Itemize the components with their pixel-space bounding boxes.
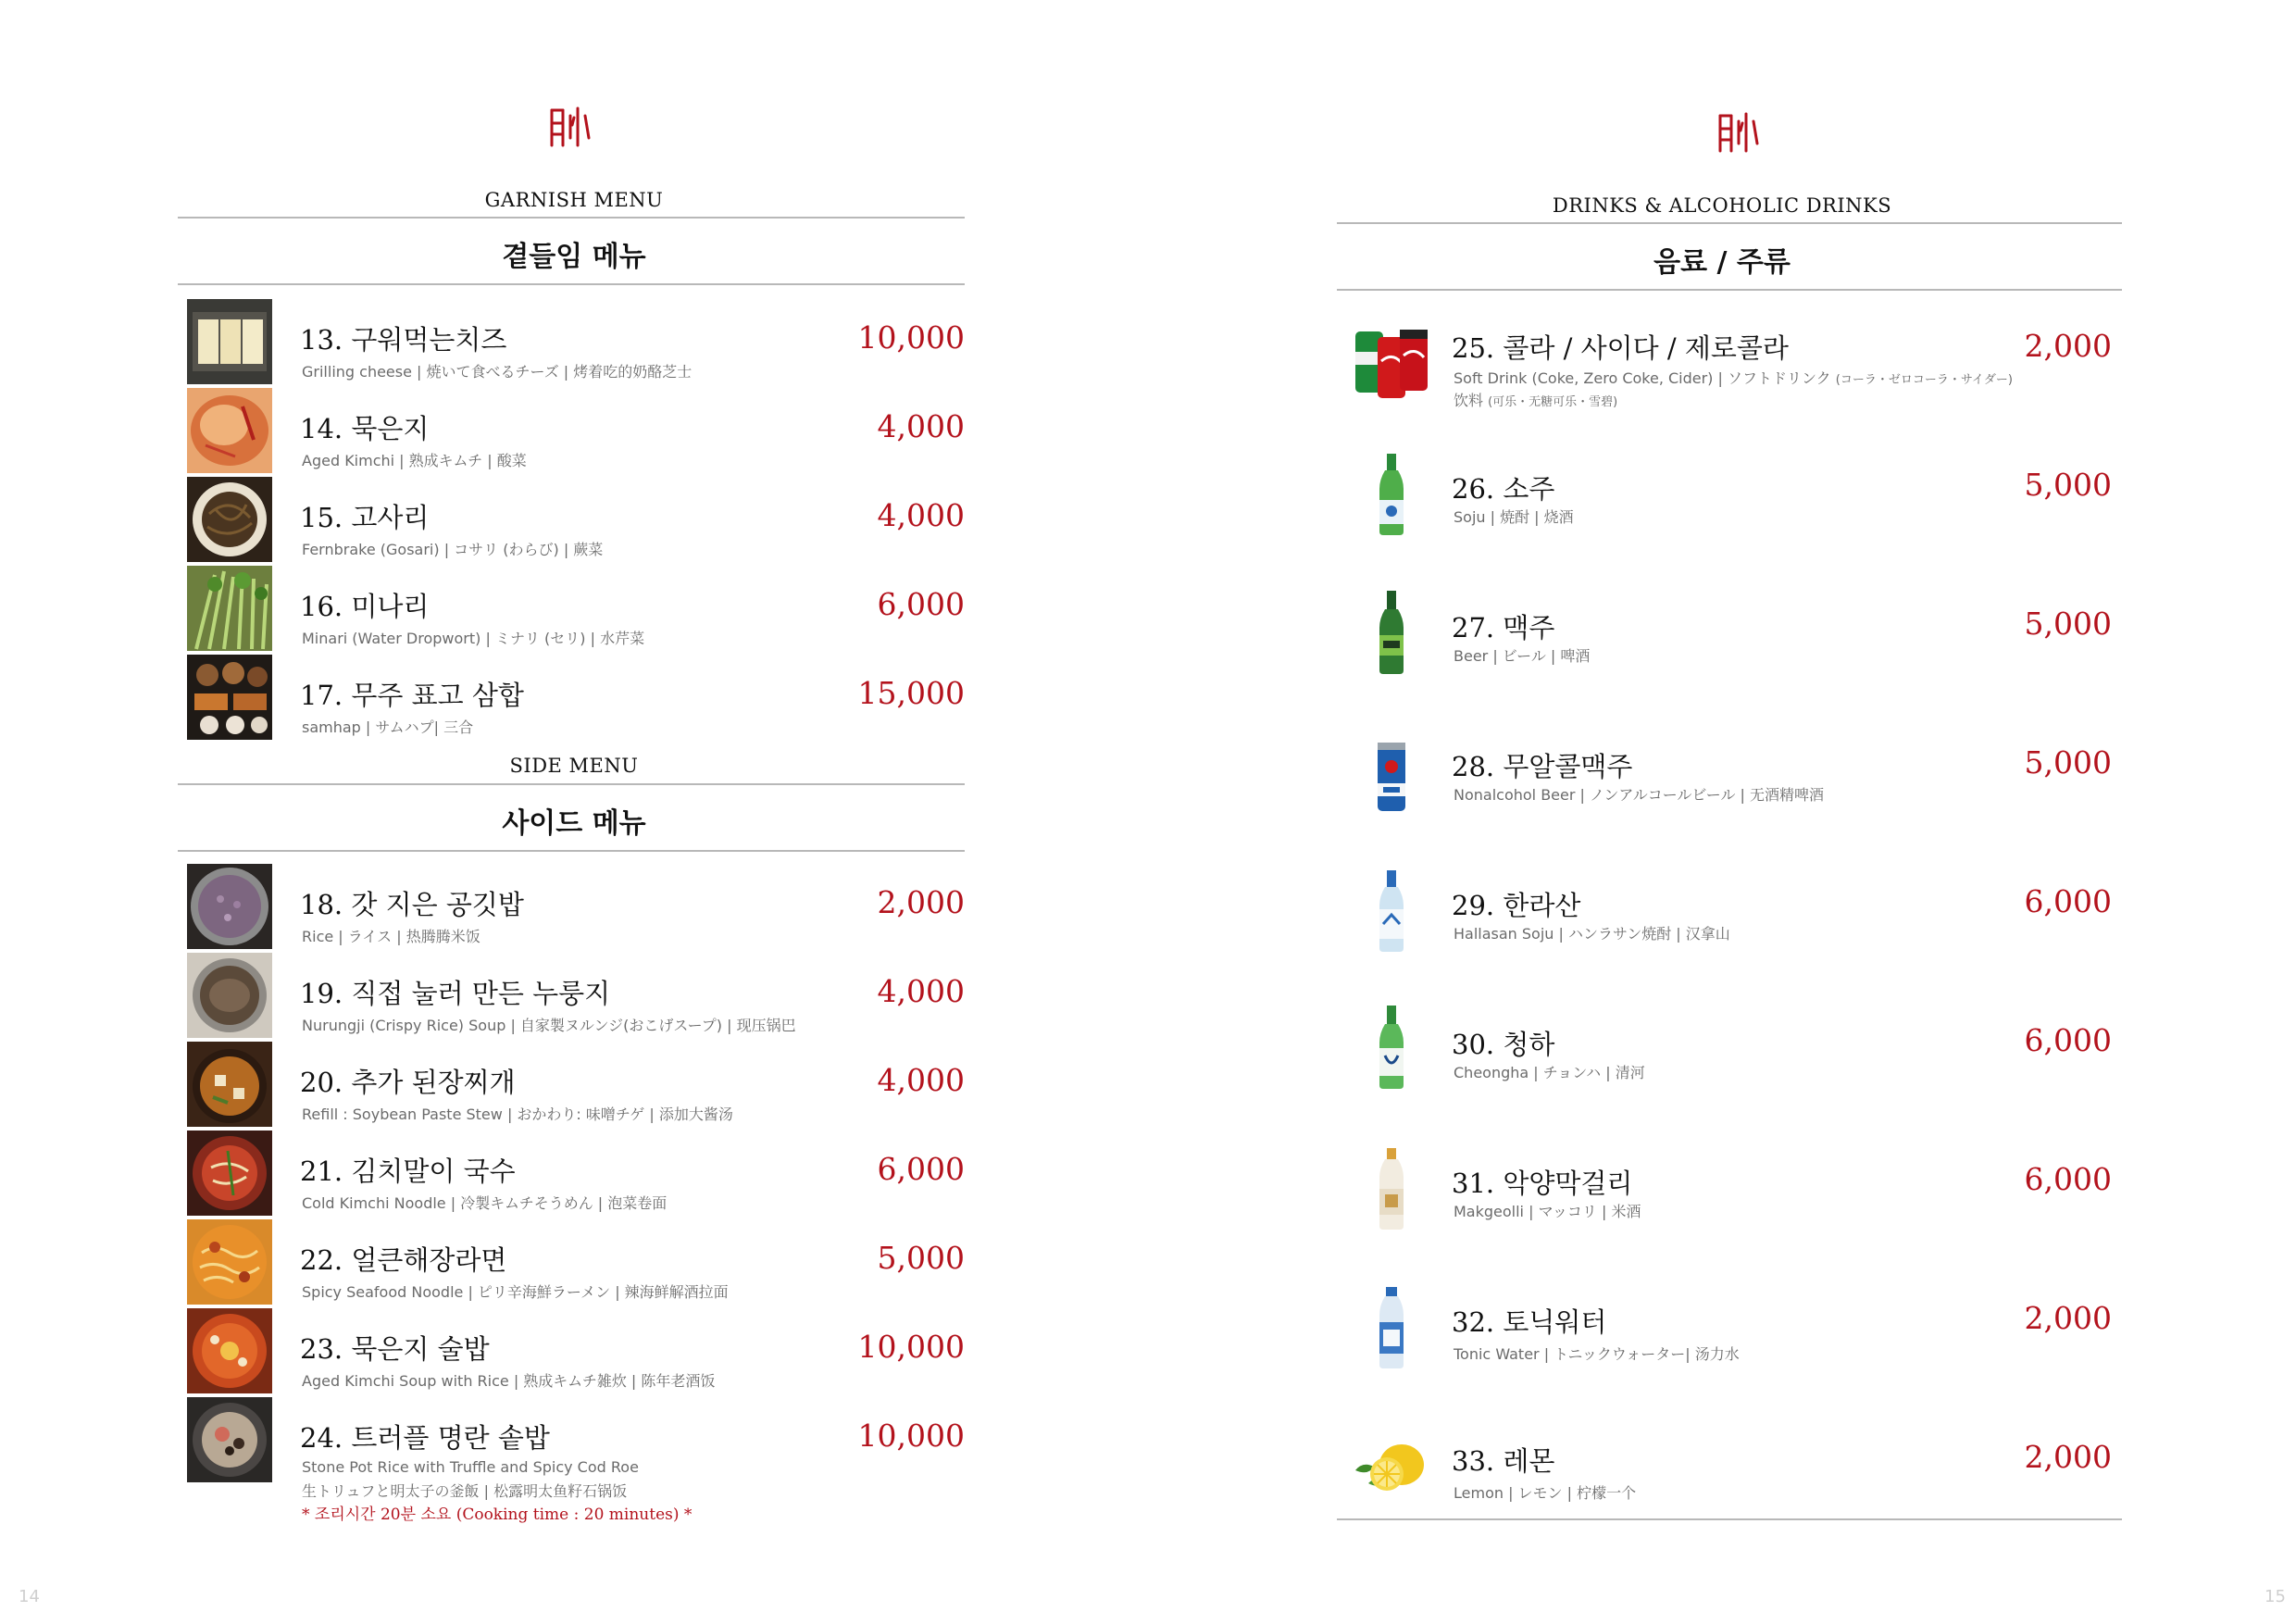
side-menu-title-en: SIDE MENU bbox=[509, 755, 639, 777]
drink-item bbox=[1350, 1007, 2112, 1096]
item-price: 4,000 bbox=[877, 497, 965, 533]
item-name: 30. 청하 bbox=[1452, 1029, 1555, 1060]
divider bbox=[178, 283, 965, 285]
item-name: 21. 김치말이 국수 bbox=[300, 1156, 516, 1187]
menu-item bbox=[187, 655, 965, 743]
item-description: Minari (Water Dropwort) | ミナリ (セリ) | 水芹菜 bbox=[302, 630, 645, 647]
truffle-pot-rice-photo bbox=[187, 1397, 272, 1482]
item-name: 16. 미나리 bbox=[300, 591, 430, 622]
item-description: Soju | 焼酎 | 烧酒 bbox=[1454, 508, 1574, 526]
item-description: Beer | ビール | 啤酒 bbox=[1454, 647, 1591, 665]
seafood-ramen-photo bbox=[187, 1219, 272, 1305]
item-name: 22. 얼큰해장라면 bbox=[300, 1244, 507, 1276]
side-menu-title-ko: 사이드 메뉴 bbox=[502, 807, 646, 840]
item-price: 15,000 bbox=[857, 675, 965, 711]
item-name: 33. 레몬 bbox=[1452, 1445, 1555, 1477]
drink-item bbox=[1350, 452, 2112, 541]
drink-item bbox=[1350, 1424, 2112, 1513]
kimchi-soup-rice-photo bbox=[187, 1308, 272, 1393]
item-name: 32. 토닉워터 bbox=[1452, 1306, 1607, 1338]
item-description: Aged Kimchi Soup with Rice | 熟成キムチ雑炊 | 陈年老酒饭 bbox=[302, 1372, 716, 1390]
beer-bottle-icon bbox=[1359, 591, 1424, 676]
item-description-line-2: 饮料 (可乐・无糖可乐・雪碧) bbox=[1454, 392, 1618, 409]
drink-item bbox=[1350, 1146, 2112, 1235]
menu-item bbox=[187, 388, 965, 477]
item-price: 4,000 bbox=[877, 1062, 965, 1098]
doenjang-stew-photo bbox=[187, 1042, 272, 1127]
menu-item bbox=[187, 477, 965, 566]
item-price: 6,000 bbox=[2024, 883, 2112, 919]
item-description: Lemon | レモン | 柠檬一个 bbox=[1454, 1484, 1637, 1502]
minari-photo bbox=[187, 566, 272, 651]
menu-item bbox=[187, 566, 965, 655]
item-description: Makgeolli | マッコリ | 米酒 bbox=[1454, 1203, 1641, 1220]
menu-item bbox=[187, 1397, 965, 1527]
soju-bottle-icon bbox=[1359, 452, 1424, 537]
aged-kimchi-photo bbox=[187, 388, 272, 473]
item-description: Soft Drink (Coke, Zero Coke, Cider) | ソフトドリンク (コーラ・ゼロコーラ・サイダー) bbox=[1454, 369, 2013, 387]
item-name: 17. 무주 표고 삼합 bbox=[300, 680, 524, 711]
item-price: 5,000 bbox=[2024, 467, 2112, 503]
item-price: 6,000 bbox=[877, 1151, 965, 1187]
cheongha-bottle-icon bbox=[1359, 1006, 1424, 1091]
item-price: 2,000 bbox=[2024, 1439, 2112, 1475]
item-name: 27. 맥주 bbox=[1452, 612, 1555, 643]
item-price: 5,000 bbox=[877, 1240, 965, 1276]
hallasan-bottle-icon bbox=[1359, 868, 1424, 954]
item-description: Refill : Soybean Paste Stew | おかわり: 味噌チゲ | 添加大酱汤 bbox=[302, 1106, 733, 1123]
item-description: Aged Kimchi | 熟成キムチ | 酸菜 bbox=[302, 452, 527, 469]
drink-item bbox=[1350, 591, 2112, 680]
item-description: Rice | ライス | 热腾腾米饭 bbox=[302, 928, 480, 945]
menu-item bbox=[187, 953, 965, 1042]
drinks-title-ko: 음료 / 주류 bbox=[1653, 246, 1791, 279]
item-price: 5,000 bbox=[2024, 744, 2112, 781]
samhap-photo bbox=[187, 655, 272, 740]
item-price: 10,000 bbox=[857, 319, 965, 356]
nurungji-photo bbox=[187, 953, 272, 1038]
drink-item bbox=[1350, 1285, 2112, 1374]
item-description: Stone Pot Rice with Truffle and Spicy Cod Roe bbox=[302, 1458, 639, 1476]
gosari-photo bbox=[187, 477, 272, 562]
item-name: 20. 추가 된장찌개 bbox=[300, 1067, 516, 1098]
item-description: Nonalcohol Beer | ノンアルコールビール | 无酒精啤酒 bbox=[1454, 786, 1825, 804]
item-description-line-2: 生トリュフと明太子の釜飯 | 松露明太鱼籽石锅饭 bbox=[302, 1482, 628, 1500]
menu-item bbox=[187, 1042, 965, 1131]
menu-item bbox=[187, 864, 965, 953]
item-description: Cold Kimchi Noodle | 冷製キムチそうめん | 泡菜卷面 bbox=[302, 1194, 668, 1212]
garnish-menu-title-en: GARNISH MENU bbox=[484, 189, 664, 211]
item-description: Spicy Seafood Noodle | ピリ辛海鮮ラーメン | 辣海鲜解酒拉面 bbox=[302, 1283, 729, 1301]
item-description: Hallasan Soju | ハンラサン焼酎 | 汉拿山 bbox=[1454, 925, 1730, 943]
page-number: 15 bbox=[2265, 1587, 2286, 1606]
item-name: 29. 한라산 bbox=[1452, 890, 1581, 921]
item-name: 19. 직접 눌러 만든 누룽지 bbox=[300, 978, 611, 1009]
item-name: 14. 묵은지 bbox=[300, 413, 430, 444]
soda-cans-icon bbox=[1350, 324, 1435, 409]
lemon-icon bbox=[1350, 1433, 1428, 1498]
tonic-bottle-icon bbox=[1359, 1285, 1424, 1370]
item-name: 28. 무알콜맥주 bbox=[1452, 751, 1633, 782]
item-price: 6,000 bbox=[2024, 1022, 2112, 1058]
item-description: Grilling cheese | 焼いて食べるチーズ | 烤着吃的奶酪芝士 bbox=[302, 363, 693, 381]
item-price: 6,000 bbox=[877, 586, 965, 622]
item-price: 10,000 bbox=[857, 1329, 965, 1365]
divider bbox=[1337, 289, 2122, 291]
item-description: Cheongha | チョンハ | 清河 bbox=[1454, 1064, 1645, 1081]
drink-item bbox=[1350, 730, 2112, 818]
divider bbox=[178, 850, 965, 852]
rice-bowl-photo bbox=[187, 864, 272, 949]
item-price: 4,000 bbox=[877, 973, 965, 1009]
right-page bbox=[1148, 0, 2296, 1624]
item-description: Tonic Water | トニックウォーター| 汤力水 bbox=[1454, 1345, 1740, 1363]
item-name: 31. 악양막걸리 bbox=[1452, 1168, 1633, 1199]
divider bbox=[178, 783, 965, 785]
makgeolli-bottle-icon bbox=[1359, 1146, 1424, 1231]
menu-item bbox=[187, 299, 965, 388]
menu-item bbox=[187, 1308, 965, 1397]
item-price: 2,000 bbox=[2024, 328, 2112, 364]
divider bbox=[1337, 1518, 2122, 1520]
item-name: 13. 구워먹는치즈 bbox=[300, 324, 507, 356]
divider bbox=[178, 217, 965, 219]
cooking-time-note: * 조리시간 20분 소요 (Cooking time : 20 minutes) * bbox=[302, 1505, 693, 1524]
nonalcohol-can-icon bbox=[1359, 733, 1424, 818]
item-price: 2,000 bbox=[2024, 1300, 2112, 1336]
menu-item bbox=[187, 1219, 965, 1308]
drinks-title-en: DRINKS & ALCOHOLIC DRINKS bbox=[1552, 194, 1892, 217]
item-price: 10,000 bbox=[857, 1418, 965, 1454]
item-name: 24. 트러플 명란 솥밥 bbox=[300, 1422, 550, 1454]
restaurant-logo-icon bbox=[546, 105, 593, 151]
item-price: 6,000 bbox=[2024, 1161, 2112, 1197]
drink-item bbox=[1350, 868, 2112, 957]
item-name: 26. 소주 bbox=[1452, 473, 1555, 505]
item-name: 25. 콜라 / 사이다 / 제로콜라 bbox=[1452, 332, 1789, 364]
grilled-cheese-photo bbox=[187, 299, 272, 384]
restaurant-logo-icon bbox=[1715, 110, 1761, 156]
drink-item bbox=[1350, 324, 2112, 417]
garnish-menu-title-ko: 곁들임 메뉴 bbox=[502, 241, 646, 273]
item-description: samhap | サムハプ| 三合 bbox=[302, 718, 474, 736]
item-description: Nurungji (Crispy Rice) Soup | 自家製ヌルンジ(おこげスープ) | 现压锅巴 bbox=[302, 1017, 796, 1034]
kimchi-noodle-photo bbox=[187, 1131, 272, 1216]
divider bbox=[1337, 222, 2122, 224]
item-price: 5,000 bbox=[2024, 606, 2112, 642]
item-name: 18. 갓 지은 공깃밥 bbox=[300, 889, 524, 920]
page-number: 14 bbox=[19, 1587, 40, 1606]
item-name: 23. 묵은지 술밥 bbox=[300, 1333, 490, 1365]
item-description: Fernbrake (Gosari) | コサリ (わらび) | 蕨菜 bbox=[302, 541, 604, 558]
item-price: 2,000 bbox=[877, 884, 965, 920]
item-name: 15. 고사리 bbox=[300, 502, 430, 533]
menu-item bbox=[187, 1131, 965, 1219]
item-price: 4,000 bbox=[877, 408, 965, 444]
